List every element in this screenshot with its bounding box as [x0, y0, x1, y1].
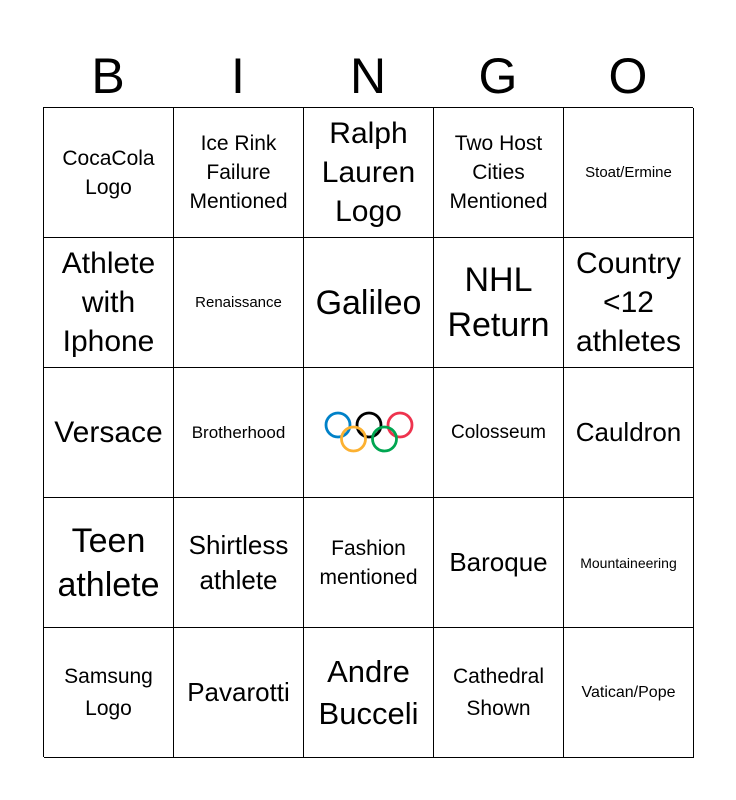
- bingo-cell[interactable]: [304, 498, 434, 628]
- cell-label: CocaCola Logo: [62, 146, 155, 199]
- bingo-header: [43, 44, 693, 108]
- free-space[interactable]: [304, 368, 434, 498]
- bingo-cell[interactable]: [174, 108, 304, 238]
- bingo-cell[interactable]: [434, 498, 564, 628]
- bingo-cell[interactable]: [434, 368, 564, 498]
- bingo-cell[interactable]: [434, 628, 564, 758]
- bingo-cell[interactable]: [44, 108, 174, 238]
- cell-label: Cauldron: [575, 417, 682, 447]
- cell-label: Athlete with Iphone: [61, 247, 156, 358]
- bingo-cell[interactable]: [434, 238, 564, 368]
- bingo-cell[interactable]: [564, 628, 694, 758]
- cell-label: Ralph Lauren Logo: [321, 117, 416, 228]
- cell-label: Vatican/Pope: [581, 683, 676, 701]
- cell-label: Samsung Logo: [64, 664, 153, 720]
- bingo-cell[interactable]: [304, 628, 434, 758]
- header-letter-b: B: [91, 48, 125, 104]
- cell-label: Pavarotti: [187, 677, 290, 707]
- bingo-cell[interactable]: [174, 628, 304, 758]
- bingo-grid: [43, 107, 693, 757]
- olympic-rings-icon: [323, 410, 415, 456]
- bingo-cell[interactable]: [44, 498, 174, 628]
- header-letter-i: I: [231, 48, 245, 104]
- cell-label: Mountaineering: [580, 554, 677, 571]
- bingo-cell[interactable]: [44, 628, 174, 758]
- cell-label: Baroque: [449, 547, 548, 577]
- cell-label: Teen athlete: [57, 521, 160, 604]
- bingo-cell[interactable]: [174, 238, 304, 368]
- bingo-cell[interactable]: [304, 238, 434, 368]
- bingo-cell[interactable]: [44, 368, 174, 498]
- cell-label: Stoat/Ermine: [585, 163, 672, 181]
- cell-label: Galileo: [315, 283, 422, 322]
- cell-label: Shirtless athlete: [188, 529, 289, 595]
- cell-label: NHL Return: [447, 260, 550, 344]
- cell-label: Cathedral Shown: [452, 664, 545, 720]
- cell-label: Colosseum: [450, 421, 547, 443]
- header-letter-n: N: [349, 48, 387, 104]
- cell-label: Two Host Cities Mentioned: [449, 132, 548, 213]
- cell-label: Fashion mentioned: [319, 536, 418, 589]
- bingo-cell[interactable]: [564, 498, 694, 628]
- bingo-cell[interactable]: [44, 238, 174, 368]
- bingo-cell[interactable]: [174, 498, 304, 628]
- bingo-cell[interactable]: [564, 368, 694, 498]
- cell-label: Versace: [54, 416, 163, 449]
- bingo-cell[interactable]: [174, 368, 304, 498]
- cell-label: Renaissance: [195, 293, 282, 311]
- cell-label: Ice Rink Failure Mentioned: [189, 132, 288, 213]
- cell-label: Andre Bucceli: [318, 653, 419, 731]
- bingo-cell[interactable]: [304, 108, 434, 238]
- bingo-cell[interactable]: [564, 238, 694, 368]
- bingo-cell[interactable]: [564, 108, 694, 238]
- header-letter-g: G: [478, 48, 518, 104]
- header-letter-o: O: [608, 48, 648, 104]
- bingo-cell[interactable]: [434, 108, 564, 238]
- cell-label: Brotherhood: [191, 422, 286, 442]
- cell-label: Country <12 athletes: [575, 247, 682, 358]
